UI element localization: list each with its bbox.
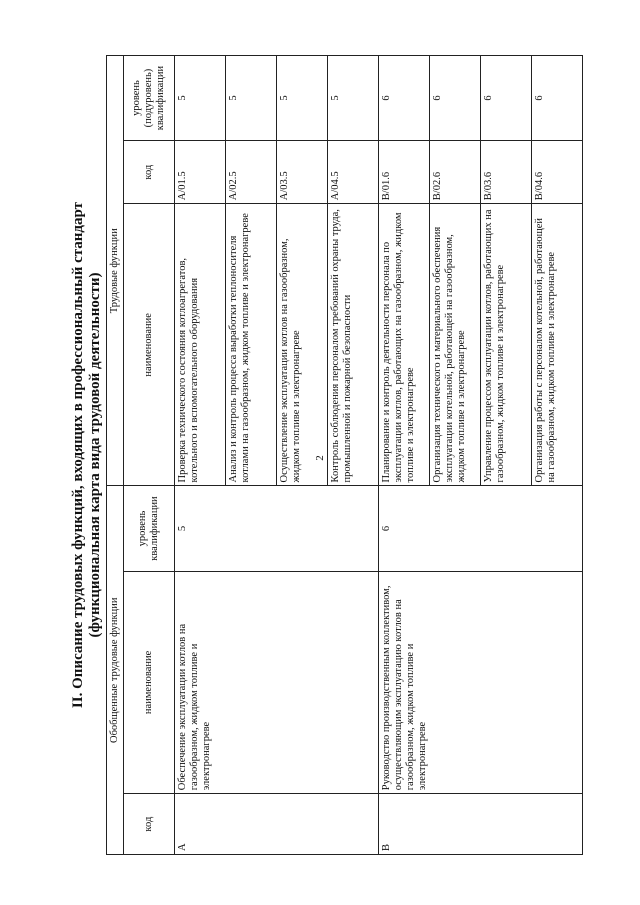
header-generalized: Обобщенные трудовые функции [107,486,124,855]
table-row [175,56,226,855]
group-level: 5 [175,486,379,571]
title-line-2: (функциональная карта вида трудовой деятельности) [87,272,103,638]
header-name: наименование [124,571,175,794]
function-name: Управление процессом эксплуатации котлов, работающих на газообразном, жидком топливе и электронагреве [481,204,532,486]
group-name: Руководство производственным коллективом, осуществляющим эксплуатацию котлов на газообразном, жидком топливе и электронагреве [379,571,583,794]
function-level: 6 [430,56,481,141]
header-code: код [124,794,175,855]
function-level: 5 [175,56,226,141]
header-level: уровень квалификации [124,486,175,571]
function-level: 5 [277,56,328,141]
function-name: Планирование и контроль деятельности персонала по эксплуатации котлов, работающих на газообразном, жидком топливе и электронагреве [379,204,430,486]
function-name: Проверка технического состояния котлоагрегатов, котельного и вспомогательного оборудования [175,204,226,486]
group-level: 6 [379,486,583,571]
header-function-name: наименование [124,204,175,486]
function-level: 6 [481,56,532,141]
header-sublevel: уровень (подуровень) квалификации [124,56,175,141]
function-name: Осуществление эксплуатации котлов на газообразном, жидком топливе и электронагреве [277,204,328,486]
function-level: 6 [379,56,430,141]
function-code: В/04.6 [532,141,583,204]
group-name: Обеспечение эксплуатации котлов на газообразном, жидком топливе и электронагреве [175,571,379,794]
function-name: Организация технического и материального обеспечения эксплуатации котельной, работающей на газообразном, жидком топливе и электронагреве [430,204,481,486]
function-code: А/04.5 [328,141,379,204]
function-level: 6 [532,56,583,141]
function-level: 5 [328,56,379,141]
page-number: 2 [314,455,326,461]
rotated-page [70,55,590,855]
function-code: В/01.6 [379,141,430,204]
function-code: А/01.5 [175,141,226,204]
functional-map-table [106,55,583,855]
group-code: В [379,794,583,855]
function-name: Организация работы с персоналом котельной, работающей на газообразном, жидком топливе и электронагреве [532,204,583,486]
function-name: Контроль соблюдения персоналом требований охраны труда, промышленной и пожарной безопасности [328,204,379,486]
section-title [70,55,104,855]
header-function-code: код [124,141,175,204]
header-row-2 [124,56,175,855]
header-row-1 [107,56,124,855]
function-name: Анализ и контроль процесса выработки теплоносителя котлами на газообразном, жидком топливе и электронагреве [226,204,277,486]
function-code: А/02.5 [226,141,277,204]
function-code: А/03.5 [277,141,328,204]
function-code: В/03.6 [481,141,532,204]
group-code: А [175,794,379,855]
header-labor: Трудовые функции [107,56,124,486]
function-level: 5 [226,56,277,141]
function-code: В/02.6 [430,141,481,204]
table-row [379,56,430,855]
title-line-1: II. Описание трудовых функций, входящих в профессиональный стандарт [70,201,86,709]
